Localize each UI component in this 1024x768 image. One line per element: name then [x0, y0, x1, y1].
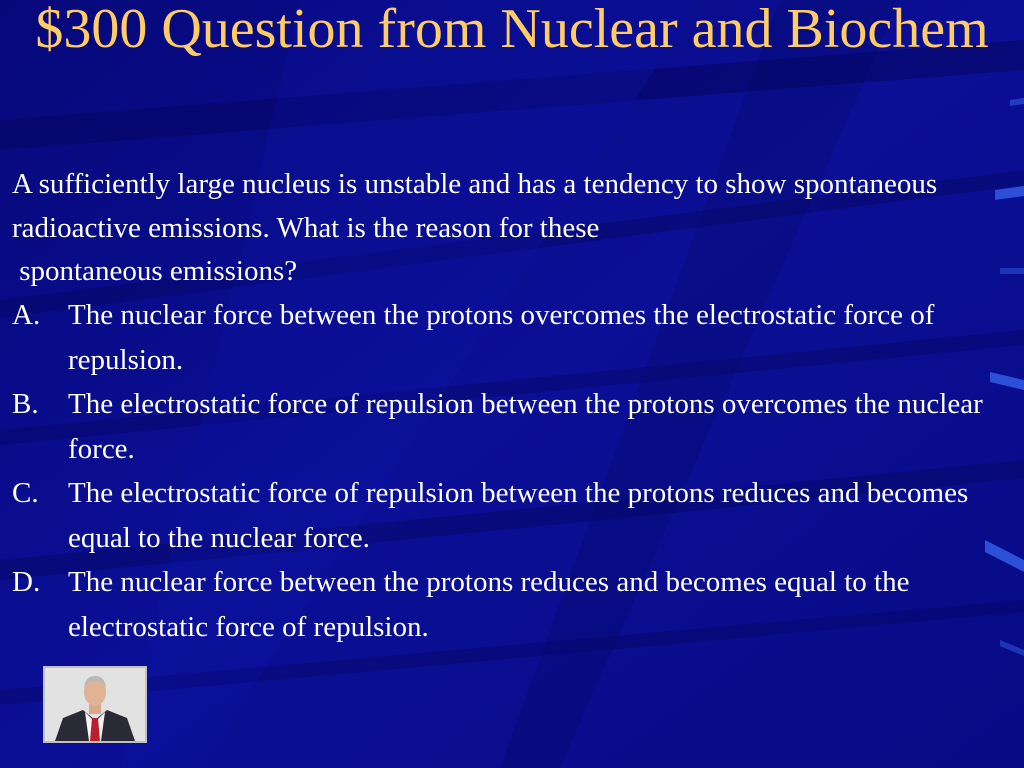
option-text: The nuclear force between the protons reduces and becomes equal to the electrostatic force of repulsion.	[68, 566, 910, 643]
option-letter: B.	[12, 388, 39, 420]
option-text: The electrostatic force of repulsion between the protons reduces and becomes equal to the nuclear force.	[68, 477, 969, 554]
option-letter: A.	[12, 299, 41, 331]
answer-option-d	[12, 560, 1017, 649]
slide-title: $300 Question from Nuclear and Biochem	[35, 0, 989, 60]
option-letter: C.	[12, 477, 39, 509]
answer-option-c	[12, 471, 1017, 560]
host-portrait-image[interactable]	[43, 666, 147, 743]
option-text: The nuclear force between the protons overcomes the electrostatic force of repulsion.	[68, 299, 935, 376]
option-letter: D.	[12, 566, 41, 598]
question-text: A sufficiently large nucleus is unstable and has a tendency to show spontaneous radioactive emissions. What is the reason for these spontaneous emissions?	[12, 168, 938, 287]
host-portrait-icon	[45, 668, 145, 741]
option-text: The electrostatic force of repulsion between the protons overcomes the nuclear force.	[68, 388, 983, 465]
answer-options	[12, 293, 1017, 649]
answer-option-b	[12, 382, 1017, 471]
answer-option-a	[12, 293, 1017, 382]
